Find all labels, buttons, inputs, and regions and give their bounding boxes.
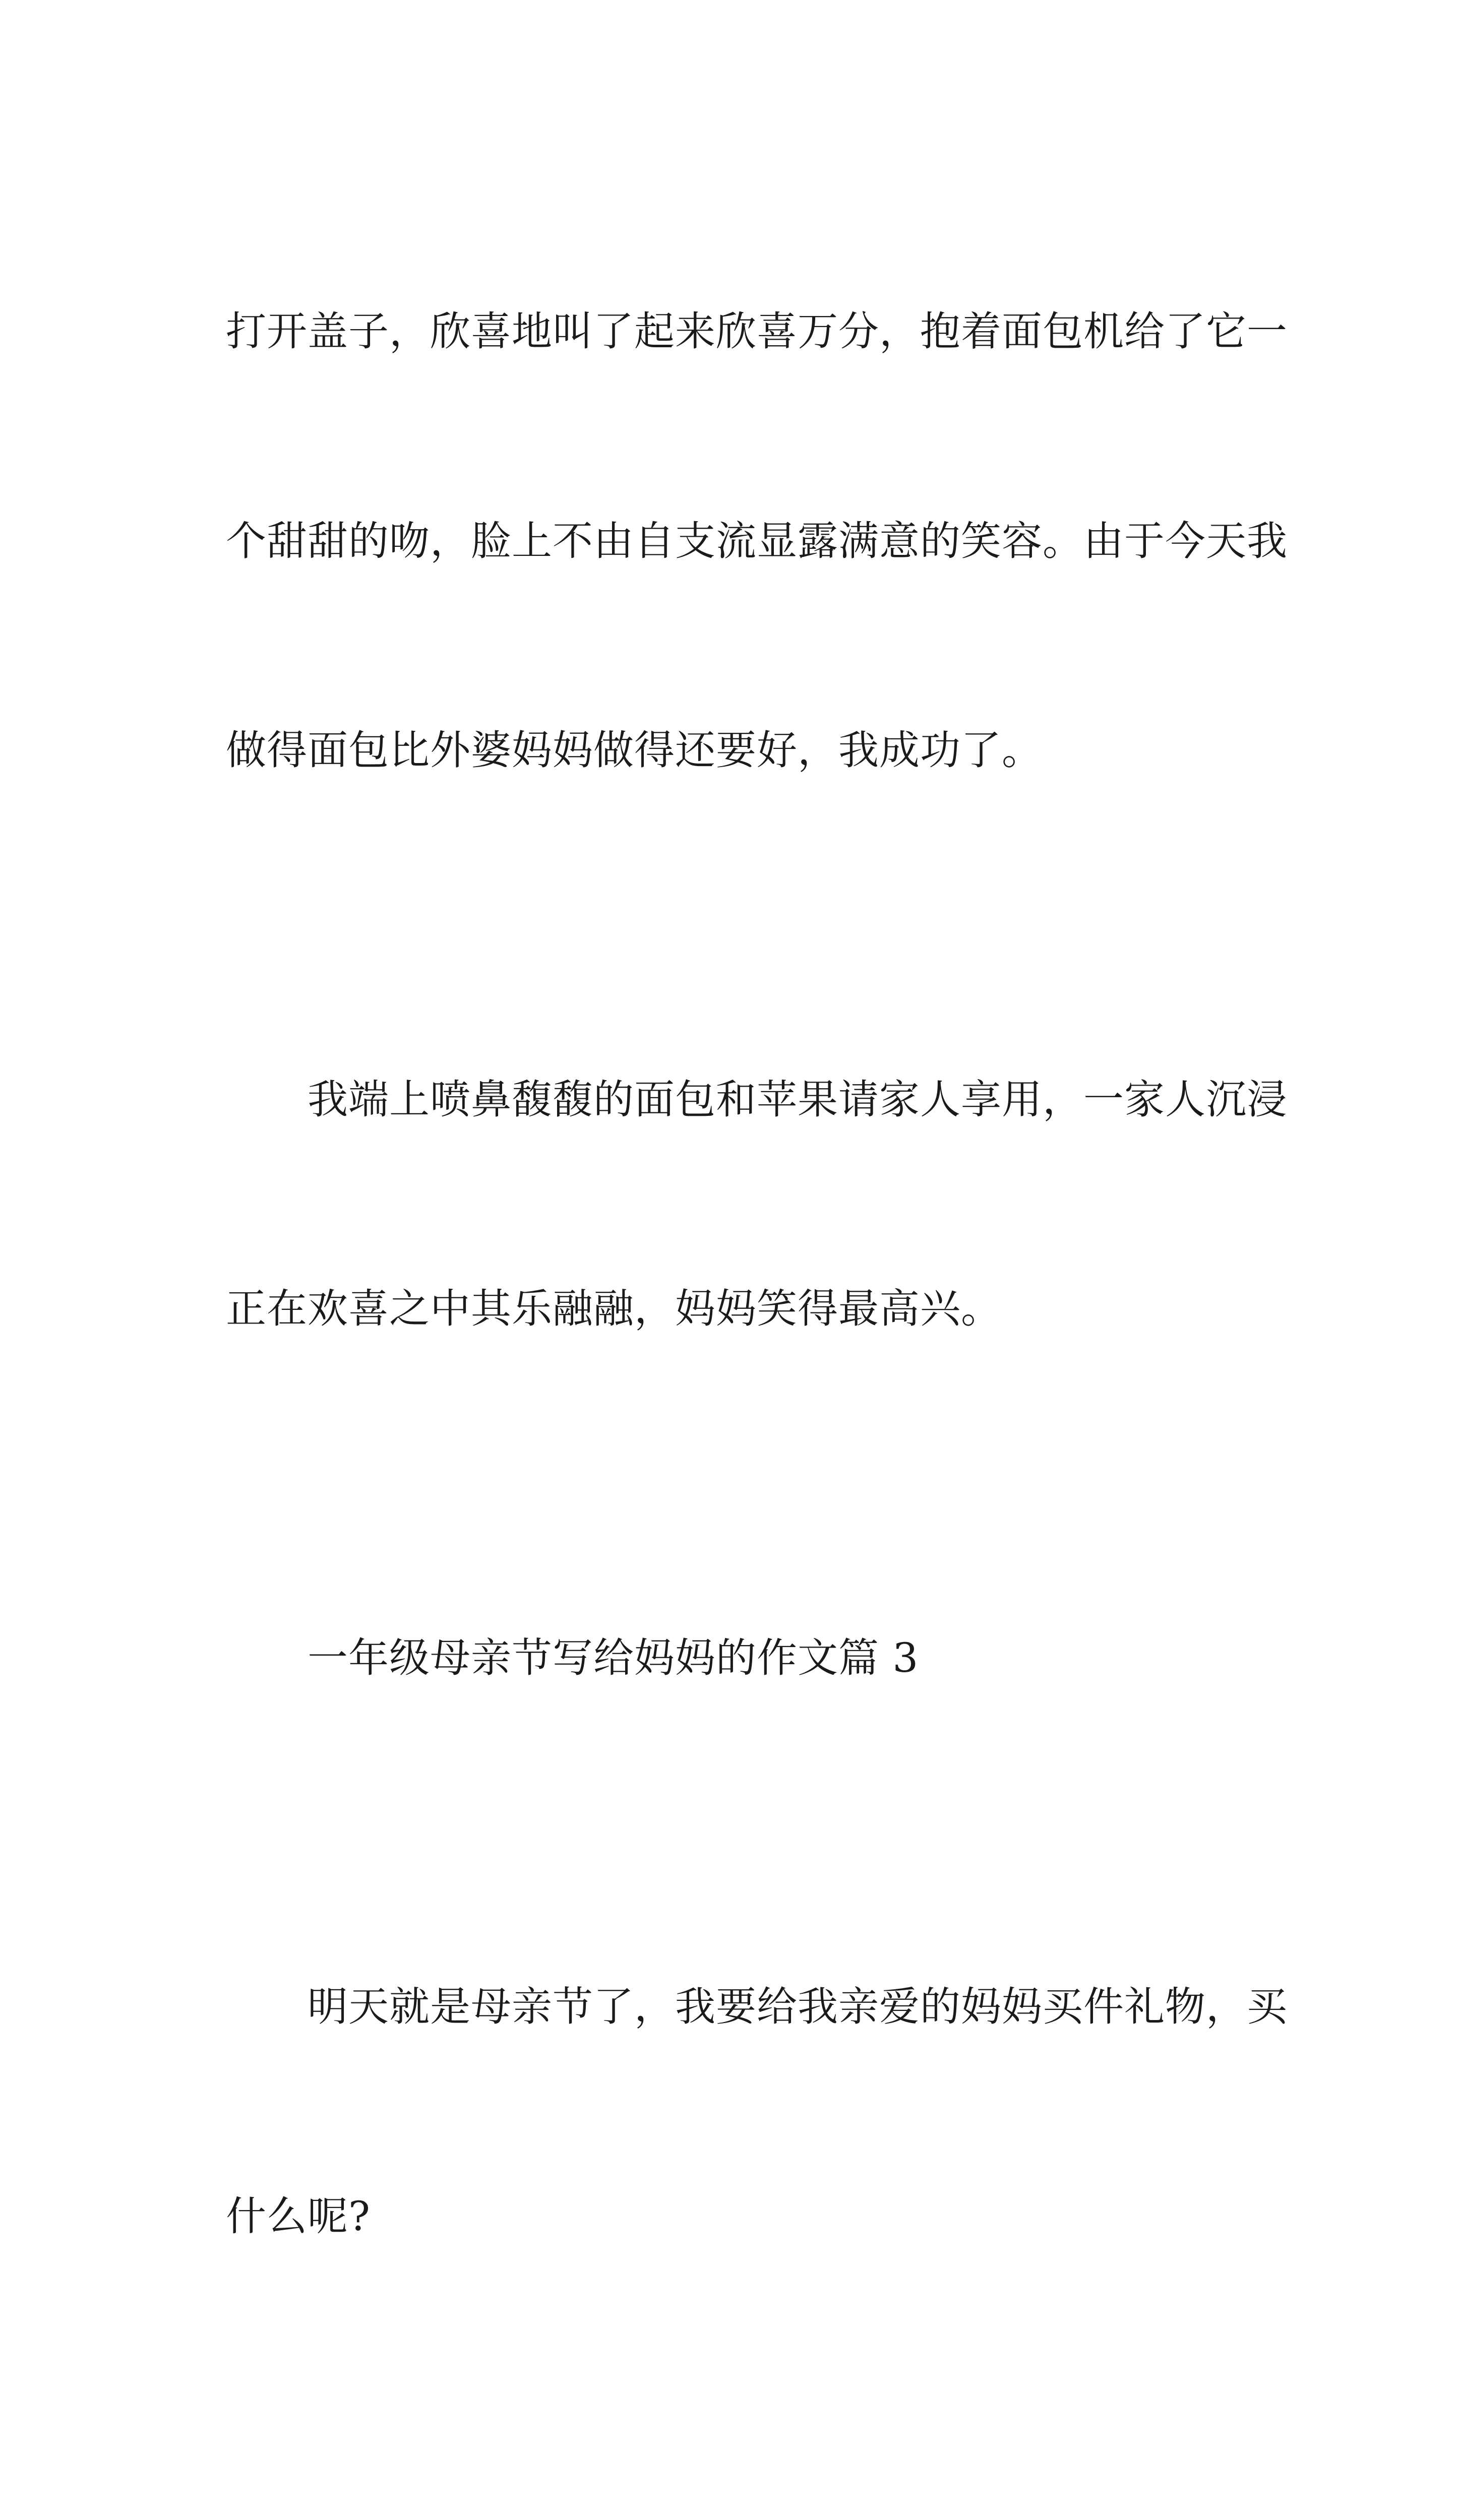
- document-body: [226, 157, 1288, 2520]
- paragraph-2: [226, 925, 1288, 1484]
- text-line: 正在欢喜之中其乐融融，妈妈笑得最高兴。: [226, 1285, 1002, 1332]
- section-heading: [226, 1484, 1254, 1833]
- text-line: 明天就是母亲节了，我要给我亲爱的妈妈买件礼物，买: [226, 1983, 1288, 2030]
- paragraph-4: [226, 2391, 1254, 2520]
- heading-line: 一年级母亲节写给妈妈的作文篇 3: [226, 1634, 919, 1681]
- text-line: 打开盖子，欣喜地叫了起来欣喜万分，抱着面包机给了它一: [226, 308, 1288, 355]
- paragraph-3: [226, 1833, 1288, 2391]
- text-line: 什么呢?: [226, 2192, 371, 2240]
- paragraph-1: [226, 157, 1288, 925]
- text-line: 做得面包比外婆妈妈做得还要好，我成功了。: [226, 727, 1043, 774]
- text-line: 我端上喷鼻馥馥的面包和苹果请家人享用，一家人沉浸: [226, 1076, 1288, 1123]
- text-line: 个甜甜的吻，脸上不由自支流显露满意的笑容。由于今天我: [226, 517, 1288, 564]
